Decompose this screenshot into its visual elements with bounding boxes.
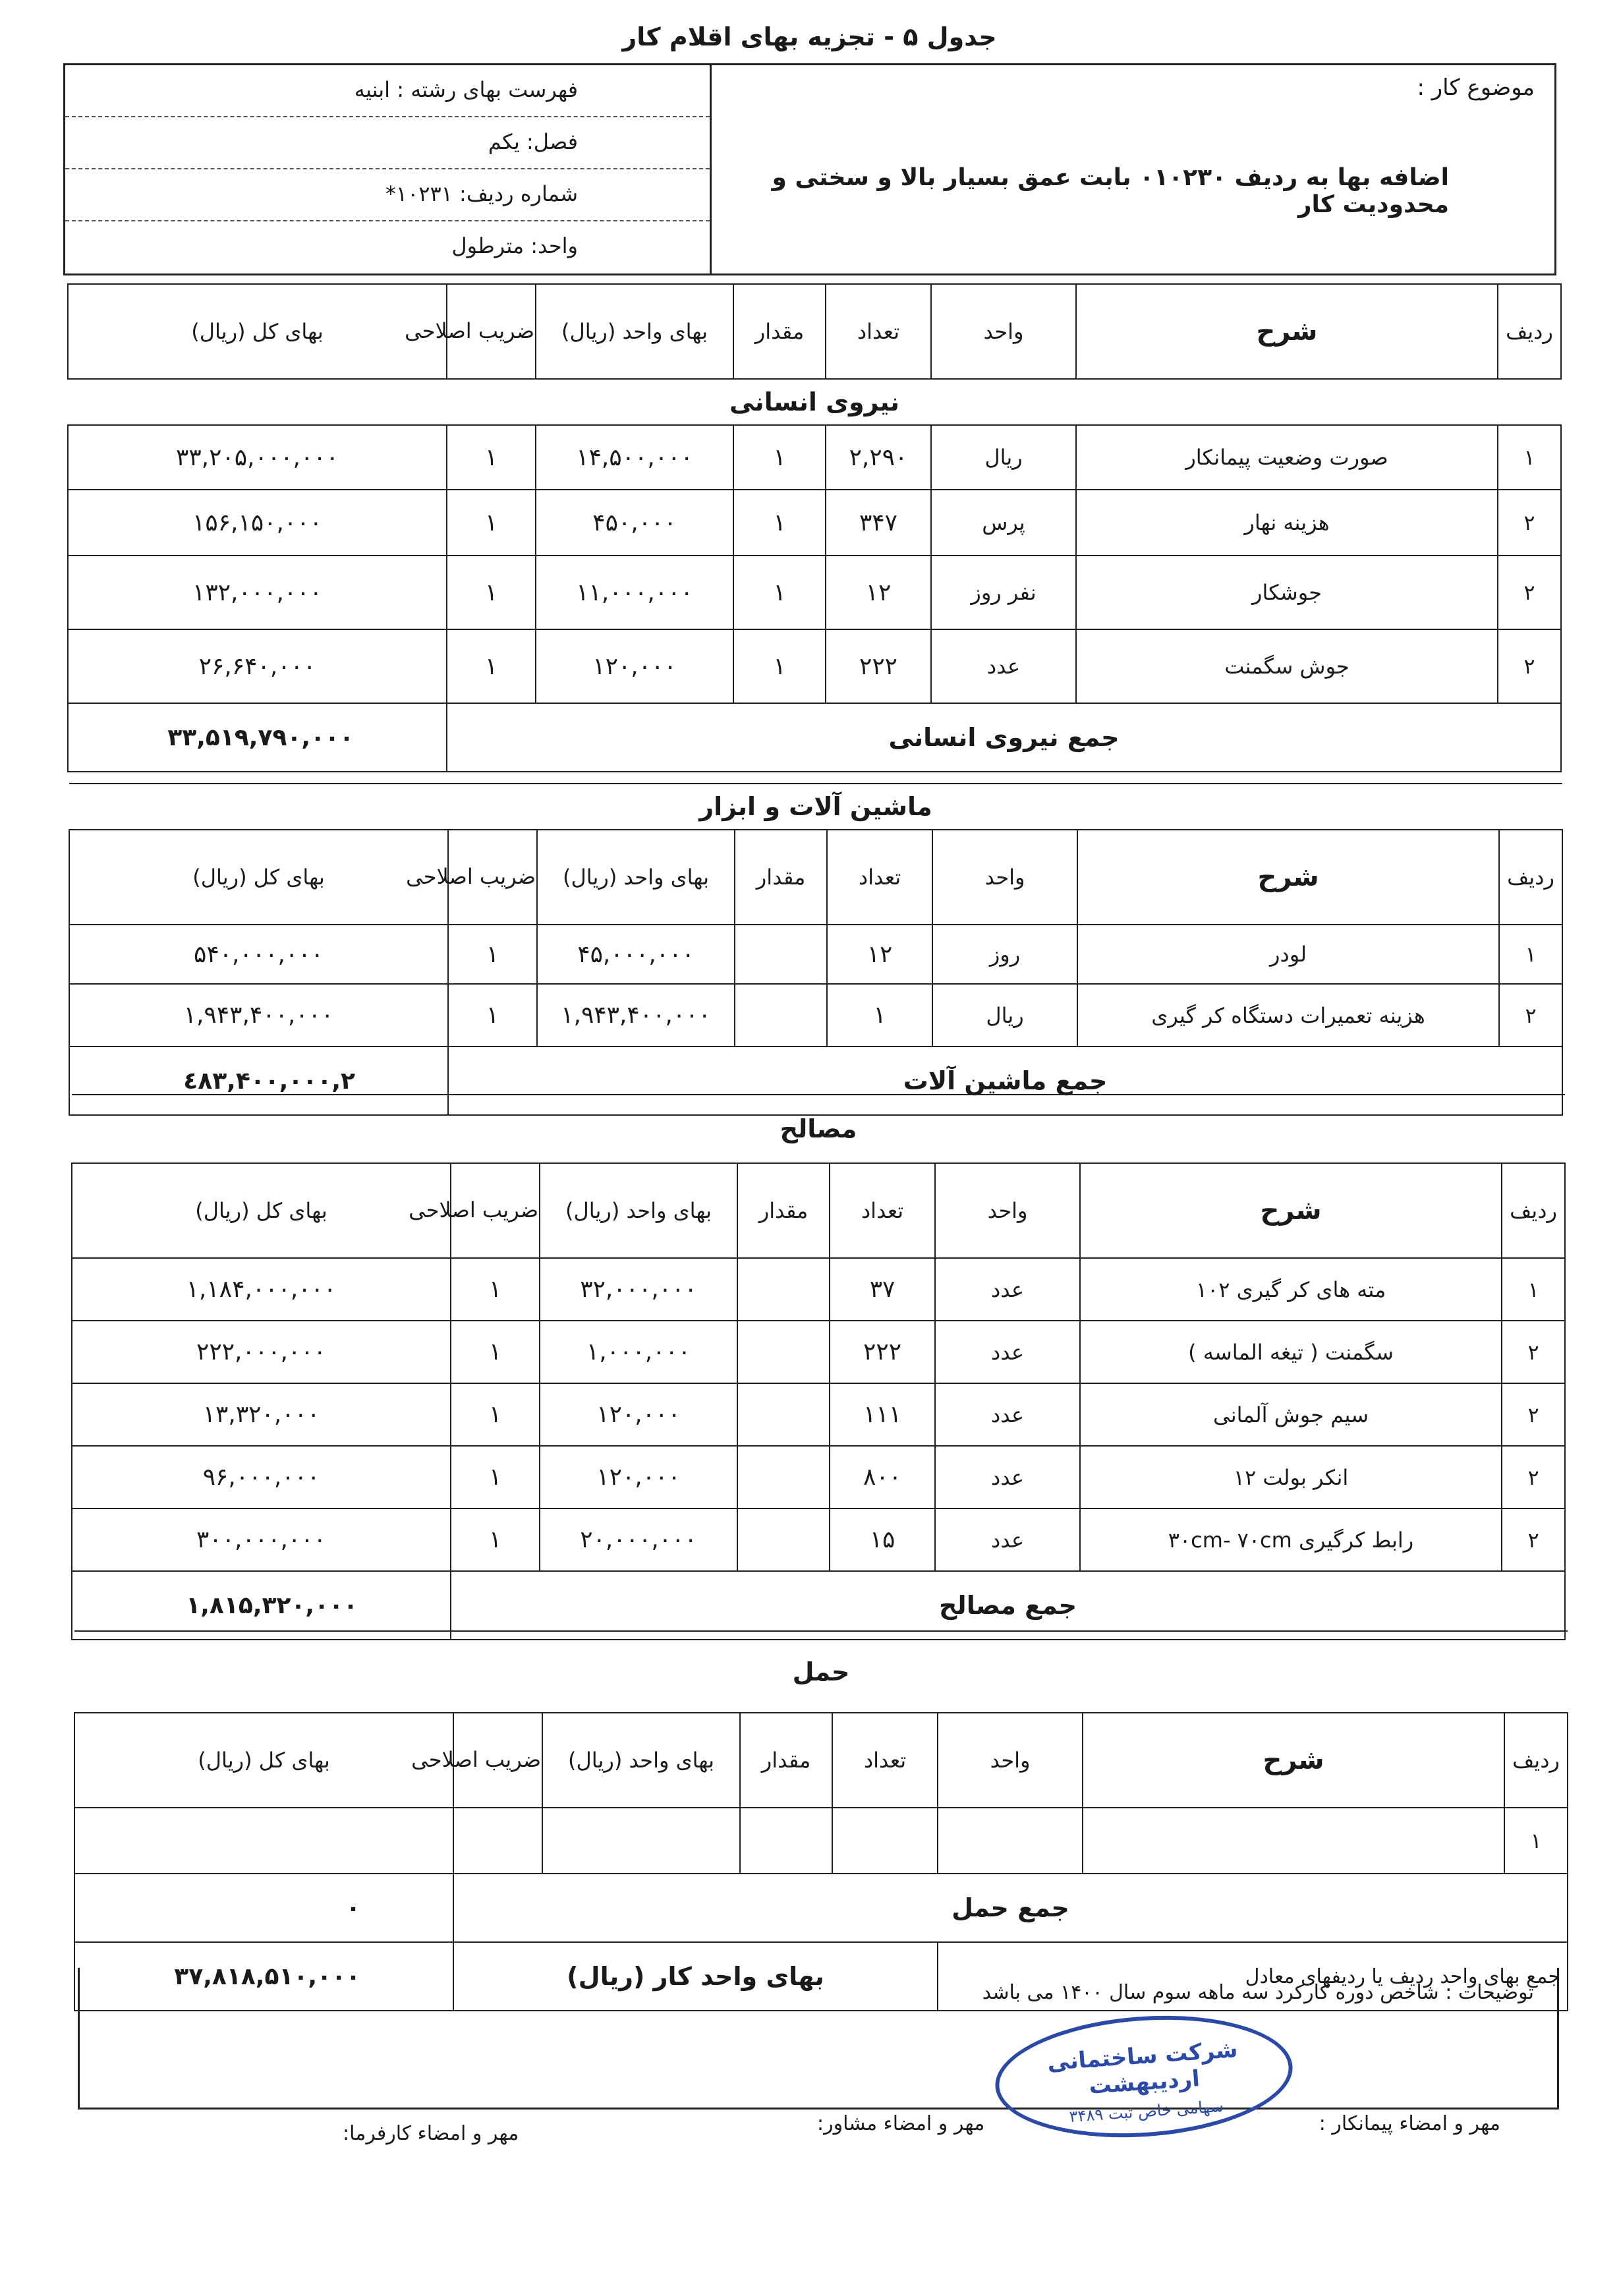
cell-desc: جوش سگمنت	[1076, 629, 1498, 703]
cell-unit: ریال	[931, 425, 1076, 490]
col-total: بهای کل (ریال)	[72, 1163, 451, 1258]
cell-price	[542, 1808, 740, 1874]
col-description: شرح	[1076, 284, 1498, 379]
col-quantity: مقدار	[733, 284, 826, 379]
cell-row: ۲	[1499, 984, 1562, 1047]
consultant-signature: مهر و امضاء مشاور:	[817, 2112, 985, 2135]
cell-count: ۱۱۱	[830, 1383, 935, 1446]
table-row	[68, 629, 1561, 703]
cell-coef: ۱	[447, 425, 536, 490]
cell-desc	[1083, 1808, 1504, 1874]
cell-qty: ۱	[733, 556, 826, 629]
table-row	[72, 1258, 1565, 1321]
machinery-table	[69, 783, 1563, 1116]
cell-coef	[453, 1808, 542, 1874]
cell-qty	[737, 1446, 830, 1508]
col-description: شرح	[1077, 830, 1499, 925]
col-unit-price: بهای واحد (ریال)	[537, 830, 735, 925]
cell-coef: ۱	[451, 1258, 540, 1321]
cell-row: ۲	[1502, 1383, 1565, 1446]
col-unit-price: بهای واحد (ریال)	[540, 1163, 737, 1258]
cell-coef: ۱	[451, 1321, 540, 1383]
col-count: تعداد	[827, 830, 932, 925]
cell-price: ۲۰,۰۰۰,۰۰۰	[540, 1508, 737, 1571]
cell-coef: ۱	[451, 1508, 540, 1571]
cell-qty: ۱	[733, 490, 826, 556]
col-total: بهای کل (ریال)	[74, 1713, 453, 1808]
cell-coef: ۱	[451, 1383, 540, 1446]
labor-total-row	[68, 703, 1561, 772]
contractor-signature: مهر و امضاء پیمانکار :	[1319, 2112, 1500, 2135]
header-subject	[711, 65, 1554, 273]
col-coef: ضریب اصلاحی	[451, 1163, 540, 1258]
total-value: ۲,٤۸۳,۴۰۰,۰۰۰	[69, 1047, 448, 1115]
cell-count: ۳۴۷	[826, 490, 931, 556]
cell-price: ۳۲,۰۰۰,۰۰۰	[540, 1258, 737, 1321]
cell-price: ۴۵۰,۰۰۰	[536, 490, 733, 556]
cell-unit: پرس	[931, 490, 1076, 556]
cell-desc: سگمنت ( تیغه الماسه )	[1080, 1321, 1502, 1383]
total-value: ۱,۸۱۵,۳۲۰,۰۰۰	[72, 1571, 451, 1640]
table-row	[72, 1321, 1565, 1383]
cell-row: ۲	[1498, 556, 1561, 629]
row-number-text: شماره ردیف: ۱۰۲۳۱*	[385, 181, 578, 206]
cell-row: ۲	[1502, 1508, 1565, 1571]
cell-qty	[737, 1383, 830, 1446]
cell-total: ۹۶,۰۰۰,۰۰۰	[72, 1446, 451, 1508]
total-value: ۰	[74, 1874, 453, 1942]
col-description: شرح	[1083, 1713, 1504, 1808]
cell-desc: لودر	[1077, 925, 1499, 984]
section-title: ماشین آلات و ابزار	[69, 784, 1562, 830]
col-unit: واحد	[938, 1713, 1083, 1808]
unit-text: واحد: مترطول	[451, 233, 578, 258]
col-unit: واحد	[931, 284, 1076, 379]
cell-row: ۲	[1502, 1321, 1565, 1383]
cell-count: ۲۲۲	[826, 629, 931, 703]
cell-price: ۱,۰۰۰,۰۰۰	[540, 1321, 737, 1383]
cell-unit: عدد	[935, 1446, 1080, 1508]
col-quantity: مقدار	[737, 1163, 830, 1258]
cell-row: ۱	[1498, 425, 1561, 490]
cell-coef: ۱	[451, 1446, 540, 1508]
cell-total: ۱۳,۳۲۰,۰۰۰	[72, 1383, 451, 1446]
table-row	[69, 925, 1562, 984]
total-label: جمع حمل	[453, 1874, 1568, 1942]
labor-header-row	[68, 284, 1561, 379]
table-row	[68, 490, 1561, 556]
materials-header-row	[72, 1163, 1565, 1258]
cell-desc: جوشکار	[1076, 556, 1498, 629]
transport-total-row	[74, 1874, 1568, 1942]
cell-coef: ۱	[448, 925, 537, 984]
cell-count: ۲,۲۹۰	[826, 425, 931, 490]
col-quantity: مقدار	[735, 830, 827, 925]
cell-price: ۱۱,۰۰۰,۰۰۰	[536, 556, 733, 629]
cell-coef: ۱	[448, 984, 537, 1047]
cell-desc: هزینه تعمیرات دستگاه کر گیری	[1077, 984, 1499, 1047]
cell-total: ۲۲۲,۰۰۰,۰۰۰	[72, 1321, 451, 1383]
cell-count: ۸۰۰	[830, 1446, 935, 1508]
col-row: ردیف	[1502, 1163, 1565, 1258]
grand-total-value: ۳۷,۸۱۸,۵۱۰,۰۰۰	[74, 1942, 453, 2011]
table-row	[72, 1446, 1565, 1508]
transport-header-row	[74, 1713, 1568, 1808]
col-quantity: مقدار	[740, 1713, 832, 1808]
unit-price-label: بهای واحد کار (ریال)	[453, 1942, 938, 2011]
notes-box	[78, 1968, 1554, 2106]
cell-desc: هزینه نهار	[1076, 490, 1498, 556]
col-row: ردیف	[1498, 284, 1561, 379]
cell-unit: روز	[932, 925, 1077, 984]
cell-unit: نفر روز	[931, 556, 1076, 629]
cell-total: ۳۰۰,۰۰۰,۰۰۰	[72, 1508, 451, 1571]
cell-total	[74, 1808, 453, 1874]
grand-label: جمع بهای واحد ردیف یا ردیفهای معادل	[938, 1942, 1568, 2011]
section-title: حمل	[74, 1631, 1568, 1713]
cell-total: ۲۶,۶۴۰,۰۰۰	[68, 629, 447, 703]
cell-desc: صورت وضعیت پیمانکار	[1076, 425, 1498, 490]
cell-unit: عدد	[935, 1258, 1080, 1321]
cell-qty	[737, 1508, 830, 1571]
cell-count: ۲۲۲	[830, 1321, 935, 1383]
cell-qty	[735, 925, 827, 984]
cell-unit	[938, 1808, 1083, 1874]
col-coef: ضریب اصلاحی	[448, 830, 537, 925]
cell-desc: مته های کر گیری ۱۰۲	[1080, 1258, 1502, 1321]
col-unit-price: بهای واحد (ریال)	[542, 1713, 740, 1808]
cell-row: ۱	[1504, 1808, 1568, 1874]
cell-total: ۱۵۶,۱۵۰,۰۰۰	[68, 490, 447, 556]
cell-qty	[737, 1258, 830, 1321]
col-total: بهای کل (ریال)	[68, 284, 447, 379]
header-meta	[65, 65, 712, 273]
table-row	[72, 1383, 1565, 1446]
cell-count: ۱۵	[830, 1508, 935, 1571]
header-box	[63, 63, 1556, 275]
col-row: ردیف	[1504, 1713, 1568, 1808]
cell-unit: عدد	[931, 629, 1076, 703]
cell-count: ۳۷	[830, 1258, 935, 1321]
cell-unit: عدد	[935, 1508, 1080, 1571]
price-list-text: فهرست بهای رشته : ابنیه	[354, 77, 578, 102]
materials-table	[71, 1094, 1566, 1640]
col-unit: واحد	[935, 1163, 1080, 1258]
cell-price: ۱,۹۴۳,۴۰۰,۰۰۰	[537, 984, 735, 1047]
cell-qty	[735, 984, 827, 1047]
cell-row: ۱	[1502, 1258, 1565, 1321]
table-row	[72, 1508, 1565, 1571]
total-label: جمع مصالح	[451, 1571, 1565, 1640]
employer-signature: مهر و امضاء کارفرما:	[343, 2122, 519, 2145]
cell-price: ۱۲۰,۰۰۰	[536, 629, 733, 703]
section-title: نیروی انسانی	[68, 379, 1561, 425]
cell-total: ۱,۱۸۴,۰۰۰,۰۰۰	[72, 1258, 451, 1321]
cell-price: ۴۵,۰۰۰,۰۰۰	[537, 925, 735, 984]
labor-table	[67, 283, 1562, 772]
col-coef: ضریب اصلاحی	[453, 1713, 542, 1808]
total-value: ۳۳,۵۱۹,۷۹۰,۰۰۰	[68, 703, 447, 772]
section-title: مصالح	[72, 1095, 1565, 1163]
cell-count	[832, 1808, 938, 1874]
col-total: بهای کل (ریال)	[69, 830, 448, 925]
notes-text: توضیحات : شاخص دوره کارکرد سه ماهه سوم سال ۱۴۰۰ می باشد	[982, 1981, 1534, 2004]
cell-total: ۱۳۲,۰۰۰,۰۰۰	[68, 556, 447, 629]
cell-row: ۲	[1498, 490, 1561, 556]
cell-count: ۱۲	[826, 556, 931, 629]
col-count: تعداد	[832, 1713, 938, 1808]
cell-desc: انکر بولت ۱۲	[1080, 1446, 1502, 1508]
cell-qty	[740, 1808, 832, 1874]
subject-label: موضوع کار :	[1417, 74, 1535, 101]
col-description: شرح	[1080, 1163, 1502, 1258]
cell-total: ۵۴۰,۰۰۰,۰۰۰	[69, 925, 448, 984]
cell-price: ۱۲۰,۰۰۰	[540, 1446, 737, 1508]
chapter-row	[65, 117, 710, 169]
cell-row: ۱	[1499, 925, 1562, 984]
cell-desc: سیم جوش آلمانی	[1080, 1383, 1502, 1446]
materials-total-row	[72, 1571, 1565, 1640]
col-coef: ضریب اصلاحی	[447, 284, 536, 379]
cell-desc: رابط کرگیری ۳۰cm- ۷۰cm	[1080, 1508, 1502, 1571]
chapter-text: فصل: یکم	[488, 129, 578, 154]
price-list-row	[65, 65, 710, 117]
total-label: جمع نیروی انسانی	[447, 703, 1561, 772]
cell-unit: ریال	[932, 984, 1077, 1047]
cell-coef: ۱	[447, 556, 536, 629]
table-row	[69, 984, 1562, 1047]
unit-row	[65, 221, 710, 273]
cell-total: ۳۳,۲۰۵,۰۰۰,۰۰۰	[68, 425, 447, 490]
cell-unit: عدد	[935, 1383, 1080, 1446]
cell-qty: ۱	[733, 425, 826, 490]
table-row	[68, 425, 1561, 490]
table-row	[74, 1808, 1568, 1874]
stamp-line1: شرکت ساختمانی اردیبهشت	[1046, 2036, 1239, 2100]
table-row	[68, 556, 1561, 629]
stamp-line2: سهامی خاص ثبت ۳۴۸۹	[1068, 2096, 1224, 2127]
row-number-row	[65, 169, 710, 221]
subject-text: اضافه بها به ردیف ۰۱۰۲۳۰ بابت عمق بسیار بالا و سختی و محدودیت کار	[772, 164, 1449, 218]
machinery-header-row	[69, 830, 1562, 925]
total-label: جمع ماشین آلات	[448, 1047, 1562, 1115]
col-row: ردیف	[1499, 830, 1562, 925]
cell-count: ۱۲	[827, 925, 932, 984]
col-unit: واحد	[932, 830, 1077, 925]
cell-coef: ۱	[447, 629, 536, 703]
cell-price: ۱۴,۵۰۰,۰۰۰	[536, 425, 733, 490]
cell-unit: عدد	[935, 1321, 1080, 1383]
col-unit-price: بهای واحد (ریال)	[536, 284, 733, 379]
cell-total: ۱,۹۴۳,۴۰۰,۰۰۰	[69, 984, 448, 1047]
document-title: جدول ۵ - تجزیه بهای اقلام کار	[622, 22, 997, 51]
transport-table	[74, 1630, 1568, 2011]
cell-coef: ۱	[447, 490, 536, 556]
cell-row: ۲	[1502, 1446, 1565, 1508]
col-count: تعداد	[830, 1163, 935, 1258]
cell-qty	[737, 1321, 830, 1383]
col-count: تعداد	[826, 284, 931, 379]
cell-row: ۲	[1498, 629, 1561, 703]
cell-qty: ۱	[733, 629, 826, 703]
cell-count: ۱	[827, 984, 932, 1047]
cell-price: ۱۲۰,۰۰۰	[540, 1383, 737, 1446]
